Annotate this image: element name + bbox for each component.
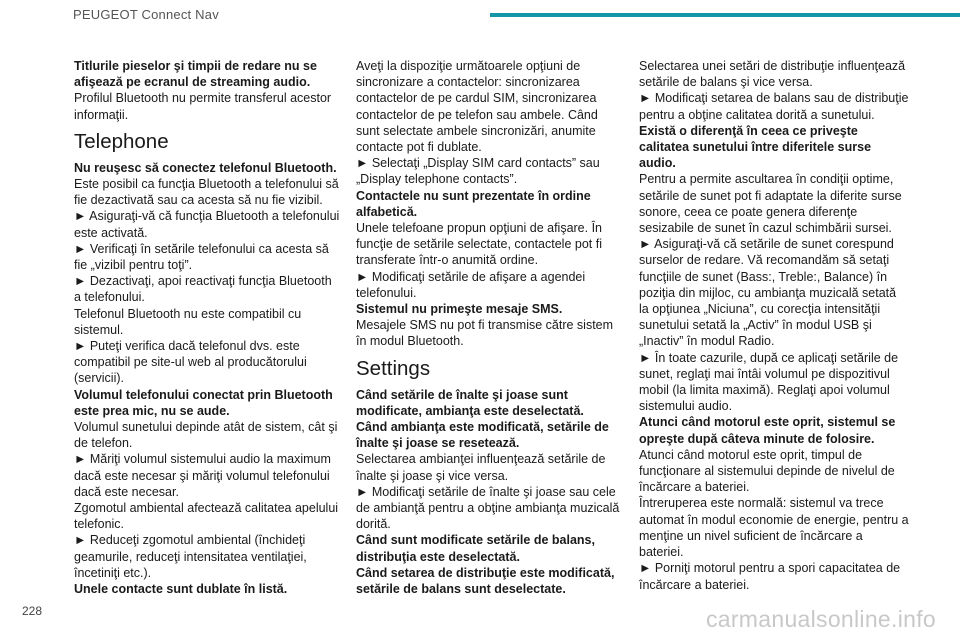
body-paragraph: Mesajele SMS nu pot fi transmise către sistem în modul Bluetooth. bbox=[356, 318, 614, 349]
body-paragraph: Telefonul Bluetooth nu este compatibil cu sistemul. bbox=[74, 306, 302, 337]
watermark: carmanualsonline.info bbox=[705, 606, 936, 632]
body-paragraph: Selectarea unei setări de distribuţie influenţează setările de balans şi vice versa. bbox=[639, 59, 906, 90]
body-paragraph: ► Verificaţi în setările telefonului ca acesta să fie „vizibil pentru toţi”. bbox=[74, 241, 329, 273]
question-heading: Titlurile pieselor şi timpii de redare nu se afişează pe ecranul de streaming audio. bbox=[74, 59, 317, 90]
body-paragraph: Este posibil ca funcţia Bluetooth a telefonului să fie dezactivată sau ca acesta să nu fie vizibil. bbox=[74, 177, 339, 208]
body-paragraph: ► Porniţi motorul pentru a spori capacitatea de încărcare a bateriei. bbox=[639, 561, 901, 592]
header-title: PEUGEOT Connect Nav bbox=[73, 7, 219, 22]
body-paragraph: Selectarea ambianţei influenţează setările de înalte şi joase şi vice versa. bbox=[356, 452, 606, 483]
body-paragraph: ► Asiguraţi-vă că setările de sunet corespund surselor de redare. Vă recomandăm să setaţi funcţiile de sunet (Bass:, Treble:, Balance) în poziţia din mijloc, cu ambianţa muzicală setată la opţiunea „Niciuna”, cu corecţia intensităţii sunetului setată la „Activ” în modul USB şi „Inactiv” în modul Radio. bbox=[639, 237, 897, 349]
section-heading: Settings bbox=[356, 356, 431, 380]
body-paragraph: ► Puteţi verifica dacă telefonul dvs. este compatibil pe site-ul web al producătorului (servicii). bbox=[74, 339, 307, 386]
question-heading: Când setările de înalte şi joase sunt modificate, ambianţa este deselectată. bbox=[356, 387, 584, 418]
column-3 bbox=[639, 58, 909, 593]
body-paragraph: Atunci când motorul este oprit, timpul de funcţionare al sistemului depinde de nivelul de încărcare a bateriei. bbox=[639, 447, 895, 495]
body-paragraph: ► Dezactivaţi, apoi reactivaţi funcţia Bluetooth a telefonului. bbox=[74, 274, 332, 305]
body-paragraph: Unele telefoane propun opţiuni de afişare. În funcţie de setările selectate, contactele pot fi transferate într-o anumită ordine. bbox=[356, 221, 603, 268]
body-paragraph: ► Modificaţi setările de înalte şi joase sau cele de ambianţă pentru a obţine ambianţa muzicală dorită. bbox=[356, 484, 620, 532]
question-heading: Atunci când motorul este oprit, sistemul se opreşte după câteva minute de folosire. bbox=[639, 415, 896, 446]
question-heading: Contactele nu sunt prezentate în ordine alfabetică. bbox=[356, 188, 591, 219]
body-paragraph: ► Reduceţi zgomotul ambiental (închideţi geamurile, reduceţi intensitatea ventilaţiei, încetiniţi etc.). bbox=[74, 533, 307, 580]
question-heading: Există o diferenţă în ceea ce priveşte calitatea sunetului între diferitele surse audio. bbox=[639, 123, 872, 171]
body-paragraph: Profilul Bluetooth nu permite transferul acestor informaţii. bbox=[74, 91, 332, 122]
page-number: 228 bbox=[22, 604, 43, 618]
section-heading: Telephone bbox=[74, 129, 169, 153]
body-paragraph: Întreruperea este normală: sistemul va trece automat în modul economie de energie, pentru a menţine un nivel suficient de încărcare a bateriei. bbox=[639, 496, 909, 560]
body-paragraph: ► În toate cazurile, după ce aplicaţi setările de sunet, reglaţi mai întâi volumul pe dispozitivul mobil (la limita maximă). Reglaţi apoi volumul sistemului audio. bbox=[639, 350, 899, 414]
body-paragraph: ► Modificaţi setarea de balans sau de distribuţie pentru a obţine calitatea dorită a sunetului. bbox=[639, 91, 909, 122]
body-paragraph: ► Asiguraţi-vă că funcţia Bluetooth a telefonului este activată. bbox=[74, 209, 340, 240]
column-1 bbox=[74, 58, 342, 597]
body-paragraph: Volumul sunetului depinde atât de sistem, cât şi de telefon. bbox=[74, 420, 338, 451]
body-paragraph: Zgomotul ambiental afectează calitatea apelului telefonic. bbox=[74, 501, 339, 532]
question-heading: Când ambianţa este modificată, setările de înalte şi joase se resetează. bbox=[356, 420, 609, 451]
question-heading: Când sunt modificate setările de balans, distribuţia este deselectată. bbox=[356, 533, 595, 564]
question-heading: Unele contacte sunt dublate în listă. bbox=[74, 582, 288, 597]
question-heading: Când setarea de distribuţie este modificată, setările de balans sunt deselectate. bbox=[356, 565, 615, 597]
body-paragraph: ► Măriţi volumul sistemului audio la maximum dacă este necesar şi măriţi volumul telefonului dacă este necesar. bbox=[74, 452, 331, 499]
body-paragraph: Pentru a permite ascultarea în condiţii optime, setările de sunet pot fi adaptate la diferite surse sonore, ceea ce poate genera diferenţe sesizabile de sunet în cazul schimbării sursei. bbox=[639, 172, 902, 236]
body-paragraph: ► Modificaţi setările de afişare a agendei telefonului. bbox=[356, 269, 586, 300]
header-accent-bar bbox=[490, 13, 960, 17]
body-paragraph: ► Selectaţi „Display SIM card contacts” sau „Display telephone contacts”. bbox=[356, 156, 600, 187]
column-2 bbox=[356, 58, 622, 597]
question-heading: Nu reuşesc să conectez telefonul Bluetooth. bbox=[74, 160, 337, 175]
question-heading: Sistemul nu primeşte mesaje SMS. bbox=[356, 302, 563, 317]
question-heading: Volumul telefonului conectat prin Bluetooth este prea mic, nu se aude. bbox=[74, 387, 333, 418]
body-paragraph: Aveţi la dispoziţie următoarele opţiuni de sincronizare a contactelor: sincronizarea contactelor de pe cardul SIM, sincronizarea contactelor de pe telefon sau ambele. Când sunt selectate ambele sincronizări, anumite contacte pot fi dublate. bbox=[356, 59, 598, 155]
